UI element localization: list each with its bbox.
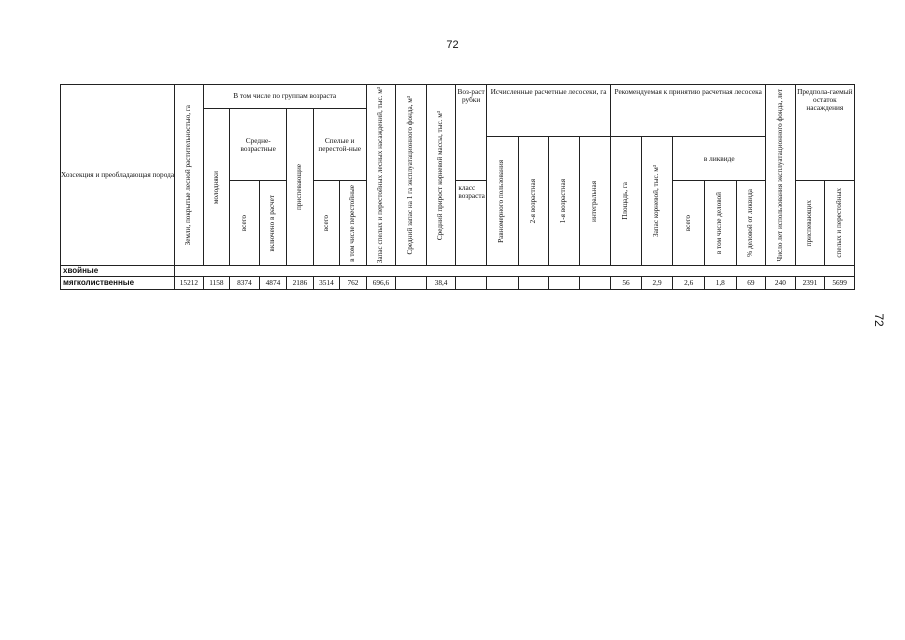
page-number-side: 72 — [872, 313, 886, 327]
row-label: мягколиственные — [61, 277, 175, 290]
header-liquid: в ликвиде — [673, 137, 766, 181]
header-mature-incl: в том числе перестойные — [340, 181, 367, 266]
row-cell: 2186 — [287, 277, 313, 290]
row-cell: 2,9 — [641, 277, 673, 290]
header-hozsekciya: Хозсекция и преобладающая порода — [61, 85, 175, 266]
header-age-groups: В том числе по группам возраста — [203, 85, 366, 109]
header-avg-growth: Средний прирост корневой массы, тыс. м³ — [426, 85, 456, 266]
row-cell: 8374 — [230, 277, 260, 290]
row-cell — [396, 277, 427, 290]
header-rec-stock: Запас корневой, тыс. м³ — [641, 137, 673, 266]
header-cut-2age: 2-я возрастная — [518, 137, 549, 266]
row-cell: 762 — [340, 277, 367, 290]
header-ripening: приспевающие — [287, 109, 313, 266]
row-cell: 38,4 — [426, 277, 456, 290]
header-stock-mature: Запас спелых и перестойных лесных насаждений, тыс. м³ — [366, 85, 396, 266]
category-label: хвойные — [61, 266, 175, 277]
header-liquid-total: всего — [673, 181, 705, 266]
row-cell: 4874 — [259, 277, 287, 290]
header-calc-cut: Исчисленные расчетные лесосеки, га — [486, 85, 610, 137]
header-middle-total: всего — [230, 181, 260, 266]
row-cell: 1,8 — [704, 277, 736, 290]
header-rec-area: Площадь, га — [611, 137, 642, 266]
row-cell: 696,6 — [366, 277, 396, 290]
row-cell — [549, 277, 580, 290]
row-cell — [579, 277, 611, 290]
header-mature: Спелые и перестой-ные — [313, 109, 366, 181]
header-rem-ripening: приспевающих — [795, 181, 825, 266]
header-years-use: Число лет использования эксплуатационного фонда, лет — [766, 85, 796, 266]
header-mature-total: всего — [313, 181, 339, 266]
header-land-area: Земли, покрытые лесной растительностью, га — [175, 85, 204, 266]
category-row — [61, 266, 855, 277]
header-felling-age: Воз-раст рубки — [456, 85, 487, 181]
row-cell — [518, 277, 549, 290]
header-remainder: Предпола-гаемый остаток насаждения — [795, 85, 854, 181]
row-cell: 3514 — [313, 277, 339, 290]
forest-cut-table — [60, 84, 855, 290]
row-cell: 56 — [611, 277, 642, 290]
page-number-top: 72 — [446, 39, 459, 51]
header-liquid-pct: % деловой от ликвида — [736, 181, 766, 266]
header-cut-uniform: Равномерного пользования — [486, 137, 518, 266]
header-recommended: Рекомендуемая к принятию расчетная лесосека — [611, 85, 766, 137]
row-cell: 1158 — [203, 277, 229, 290]
row-cell: 240 — [766, 277, 796, 290]
header-avg-stock: Средний запас на 1 га эксплуатационного фонда, м³ — [396, 85, 427, 266]
row-cell: 5699 — [825, 277, 855, 290]
row-cell — [486, 277, 518, 290]
header-young: молодняки — [203, 109, 229, 266]
header-rem-mature: спелых и перестойных — [825, 181, 855, 266]
row-cell: 2,6 — [673, 277, 705, 290]
row-cell — [456, 277, 487, 290]
header-cut-1age: 1-я возрастная — [549, 137, 580, 266]
header-liquid-business: в том числе деловой — [704, 181, 736, 266]
header-cut-integral: интегральная — [579, 137, 611, 266]
header-middle: Средне-возрастные — [230, 109, 287, 181]
header-age-class: класс возраста — [456, 181, 487, 266]
table-row — [61, 277, 855, 290]
row-cell: 15212 — [175, 277, 204, 290]
row-cell: 69 — [736, 277, 766, 290]
row-cell: 2391 — [795, 277, 825, 290]
header-middle-incl: включено в расчет — [259, 181, 287, 266]
